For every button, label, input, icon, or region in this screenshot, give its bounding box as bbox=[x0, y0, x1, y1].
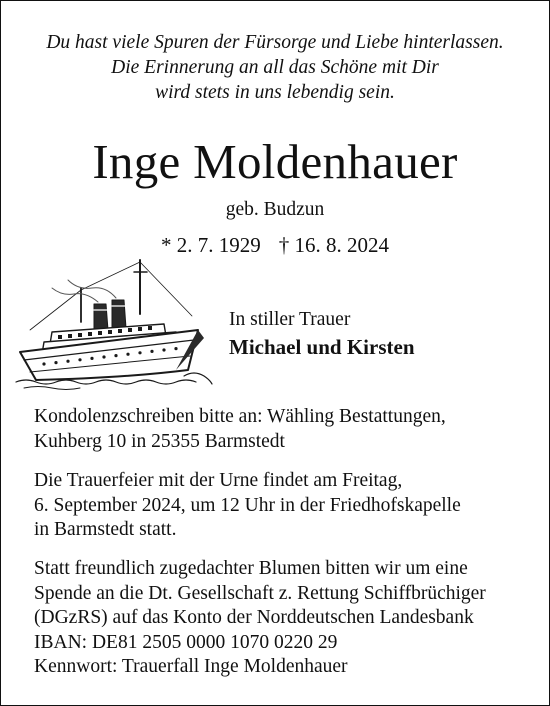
text-line: Kuhberg 10 in 25355 Barmstedt bbox=[34, 430, 285, 452]
verse-line: Die Erinnerung an all das Schöne mit Dir bbox=[111, 57, 439, 78]
text-line: Kondolenzschreiben bitte an: Wähling Bestattungen, bbox=[34, 406, 446, 427]
verse-line: Du hast viele Spuren der Fürsorge und Liebe hinterlassen. bbox=[46, 32, 504, 53]
text-line: (DGzRS) auf das Konto der Norddeutschen Landesbank bbox=[34, 607, 474, 628]
text-line: Kennwort: Trauerfall Inge Moldenhauer bbox=[34, 656, 348, 677]
death-date: † 16. 8. 2024 bbox=[278, 233, 389, 257]
mourner-names: Michael und Kirsten bbox=[229, 335, 415, 359]
text-line: 6. September 2024, um 12 Uhr in der Friedhofskapelle bbox=[34, 494, 461, 516]
verse-line: wird stets in uns lebendig sein. bbox=[155, 82, 395, 103]
iban-line: IBAN: DE81 2505 0000 1070 0220 29 bbox=[34, 631, 338, 653]
deceased-name: Inge Moldenhauer bbox=[92, 134, 458, 189]
birth-date: * 2. 7. 1929 bbox=[161, 233, 261, 257]
text-line: Spende an die Dt. Gesellschaft z. Rettung Schiffbrüchiger bbox=[34, 582, 486, 604]
memorial-verse bbox=[0, 30, 550, 105]
text-line: Die Trauerfeier mit der Urne findet am Freitag, bbox=[34, 470, 403, 491]
maiden-name: geb. Budzun bbox=[225, 199, 325, 220]
donation-paragraph bbox=[34, 557, 534, 680]
text-line: Statt freundlich zugedachter Blumen bitten wir um eine bbox=[34, 558, 468, 579]
funeral-paragraph bbox=[34, 469, 534, 543]
ocean-liner-ship-icon bbox=[14, 252, 214, 392]
condolence-paragraph bbox=[34, 405, 534, 454]
text-line: in Barmstedt statt. bbox=[34, 519, 177, 540]
mourning-intro: In stiller Trauer bbox=[229, 309, 351, 330]
